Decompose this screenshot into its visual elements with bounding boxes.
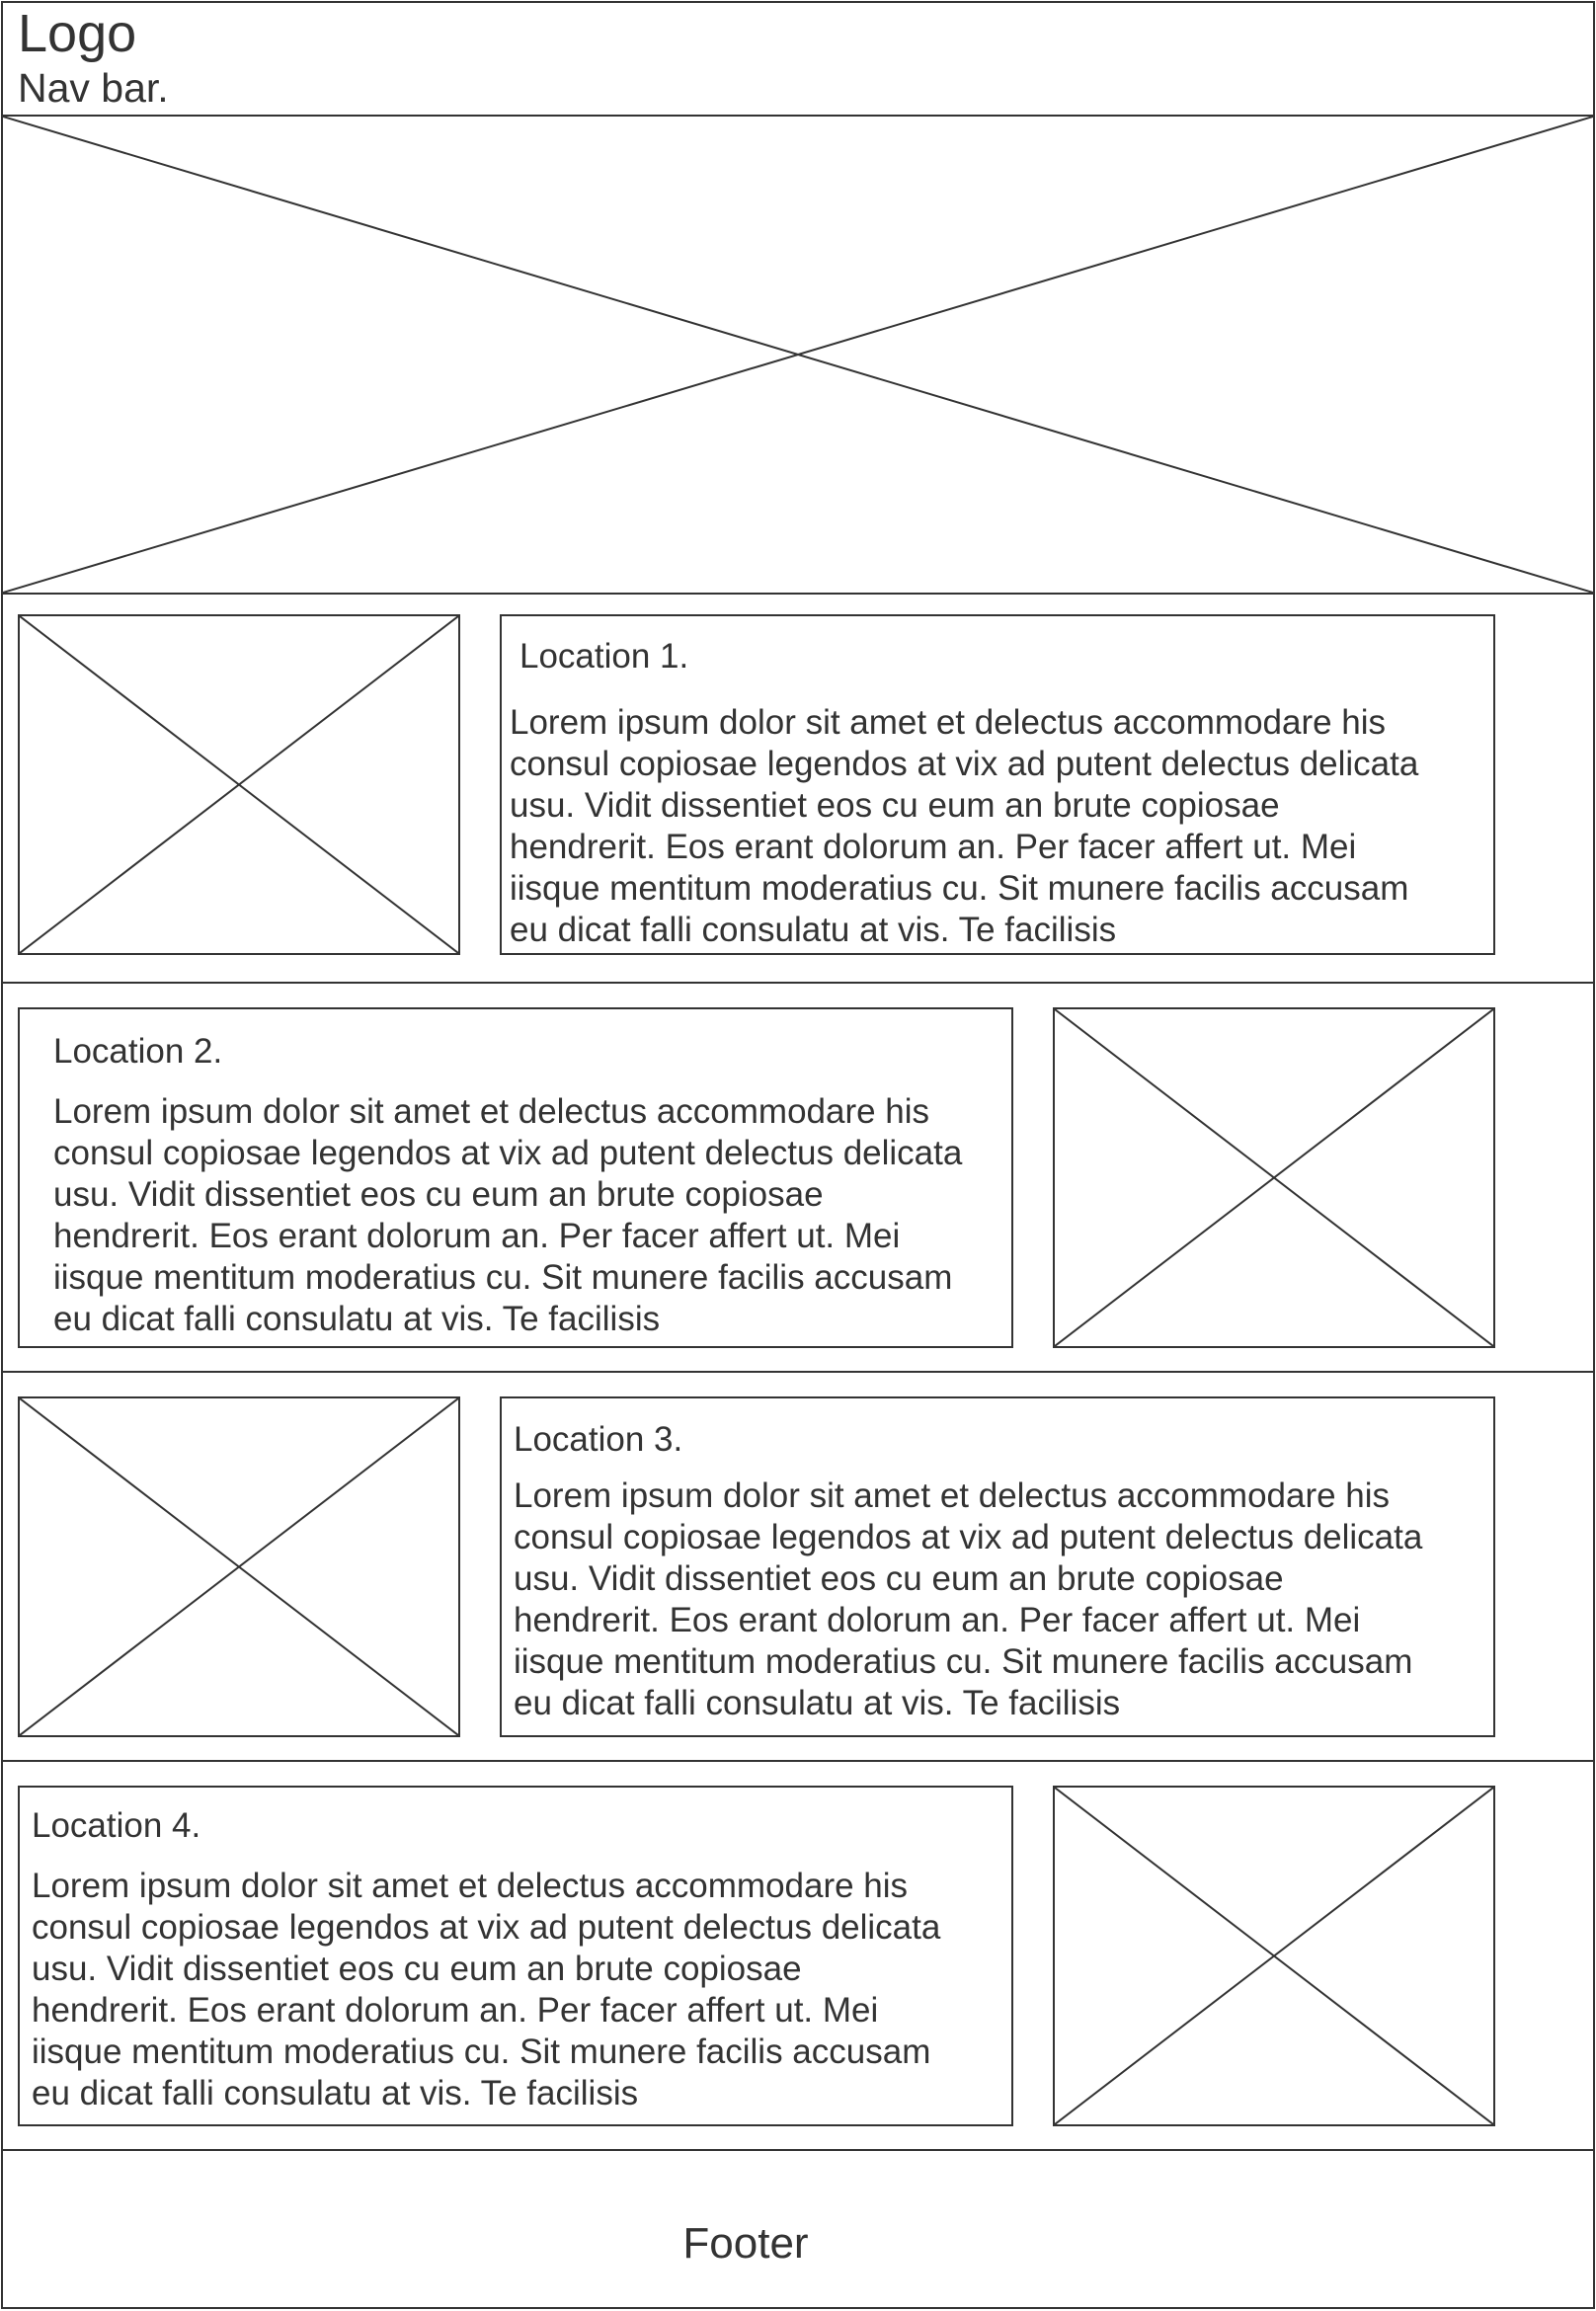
location-1-description: [510, 702, 1418, 951]
text-line: Lorem ipsum dolor sit amet et delectus accommodare his: [53, 1092, 930, 1131]
text-line: hendrerit. Eos erant dolorum an. Per facer affert ut. Mei: [53, 1217, 901, 1255]
text-line: eu dicat falli consulatu at vis. Te facilisis: [53, 1300, 661, 1338]
location-1-title: Location 1.: [519, 637, 689, 676]
header: [1, 1, 1595, 117]
text-line: Lorem ipsum dolor sit amet et delectus accommodare his: [510, 703, 1387, 742]
location-3-image-placeholder: [18, 1396, 460, 1737]
location-1-image-placeholder: [18, 614, 460, 955]
text-line: consul copiosae legendos at vix ad putent delectus delicata: [53, 1134, 963, 1172]
text-line: iisque mentitum moderatius cu. Sit munere facilis accusam: [53, 1258, 953, 1297]
text-line: eu dicat falli consulatu at vis. Te facilisis: [32, 2074, 639, 2112]
location-4-image-placeholder: [1053, 1786, 1495, 2126]
text-line: usu. Vidit dissentiet eos cu eum an brute copiosae: [53, 1175, 824, 1214]
location-3-description: [514, 1475, 1422, 1724]
image-placeholder-icon: [20, 1398, 458, 1735]
location-4-title: Location 4.: [32, 1806, 201, 1845]
image-placeholder-icon: [1055, 1009, 1493, 1346]
location-2-description: [53, 1091, 962, 1340]
text-line: consul copiosae legendos at vix ad putent delectus delicata: [32, 1908, 941, 1947]
image-placeholder-icon: [3, 117, 1593, 593]
location-3-title: Location 3.: [514, 1420, 683, 1459]
text-line: consul copiosae legendos at vix ad putent delectus delicata: [510, 745, 1419, 783]
text-line: hendrerit. Eos erant dolorum an. Per facer affert ut. Mei: [514, 1601, 1361, 1639]
text-line: Lorem ipsum dolor sit amet et delectus accommodare his: [32, 1867, 909, 1905]
text-line: usu. Vidit dissentiet eos cu eum an brute copiosae: [514, 1559, 1284, 1598]
text-line: usu. Vidit dissentiet eos cu eum an brute copiosae: [32, 1950, 802, 1988]
image-placeholder-icon: [20, 616, 458, 953]
image-placeholder-icon: [1055, 1788, 1493, 2124]
text-line: iisque mentitum moderatius cu. Sit munere facilis accusam: [32, 2032, 931, 2071]
nav-bar[interactable]: Nav bar.: [18, 65, 169, 111]
text-line: usu. Vidit dissentiet eos cu eum an brute copiosae: [510, 786, 1280, 825]
text-line: eu dicat falli consulatu at vis. Te facilisis: [510, 911, 1117, 949]
text-line: hendrerit. Eos erant dolorum an. Per facer affert ut. Mei: [32, 1991, 879, 2030]
text-line: iisque mentitum moderatius cu. Sit munere facilis accusam: [510, 869, 1409, 908]
footer-label: Footer: [682, 2219, 809, 2268]
text-line: consul copiosae legendos at vix ad putent delectus delicata: [514, 1518, 1423, 1556]
hero-image-placeholder: [1, 115, 1595, 595]
location-2-image-placeholder: [1053, 1007, 1495, 1348]
text-line: Lorem ipsum dolor sit amet et delectus accommodare his: [514, 1476, 1391, 1515]
location-4-description: [32, 1866, 940, 2114]
text-line: iisque mentitum moderatius cu. Sit munere facilis accusam: [514, 1642, 1413, 1681]
location-2-title: Location 2.: [53, 1032, 223, 1071]
text-line: hendrerit. Eos erant dolorum an. Per facer affert ut. Mei: [510, 828, 1357, 866]
logo[interactable]: Logo: [18, 4, 137, 63]
text-line: eu dicat falli consulatu at vis. Te facilisis: [514, 1684, 1121, 1722]
